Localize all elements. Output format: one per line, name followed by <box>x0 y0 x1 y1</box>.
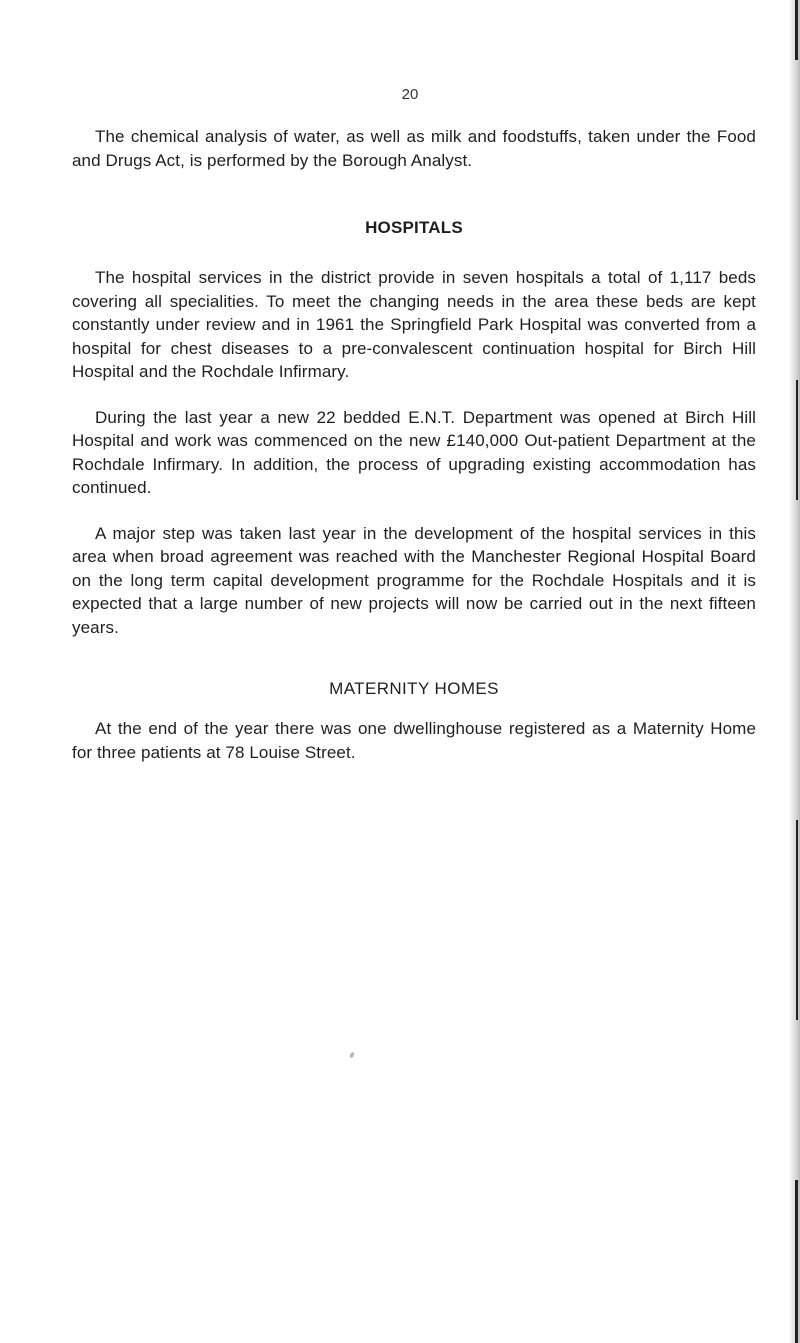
scan-edge-mark <box>796 380 798 500</box>
paragraph-maternity-1: At the end of the year there was one dwellinghouse registered as a Maternity Home for three patients at 78 Louise Street. <box>72 719 756 762</box>
paragraph-hospitals-2: During the last year a new 22 bedded E.N.T. Department was opened at Birch Hill Hospital and work was commenced on the new £140,000 Out-patient Department at the Rochdale Infirmary. In addition, the process of upgrading existing accommodation has continued. <box>72 407 756 497</box>
page-number: 20 <box>401 86 419 103</box>
scan-edge-mark <box>795 1180 798 1343</box>
page-content <box>72 125 756 764</box>
paragraph-hospitals-1: The hospital services in the district provide in seven hospitals a total of 1,117 beds covering all specialities. To meet the changing needs in the area these beds are kept constantly under review and in 1961 the Springfield Park Hospital was converted from a hospital for chest diseases to a pre-convalescent continuation hospital for Birch Hill Hospital and the Rochdale Infirmary. <box>72 268 756 381</box>
heading-hospitals: HOSPITALS <box>365 218 463 237</box>
paragraph-hospitals-3: A major step was taken last year in the development of the hospital services in this area when broad agreement was reached with the Manchester Regional Hospital Board on the long term capital development programme for the Rochdale Hospitals and it is expected that a large number of new projects will now be carried out in the next fifteen years. <box>72 523 756 637</box>
paragraph-analysis: The chemical analysis of water, as well as milk and foodstuffs, taken under the Food and Drugs Act, is performed by the Borough Analyst. <box>72 127 756 170</box>
heading-maternity-homes: MATERNITY HOMES <box>329 679 499 698</box>
scan-edge-mark <box>795 0 798 60</box>
scan-edge-mark <box>796 820 798 1020</box>
scan-edge-shadow <box>790 0 800 1343</box>
scan-speck <box>349 1051 355 1058</box>
